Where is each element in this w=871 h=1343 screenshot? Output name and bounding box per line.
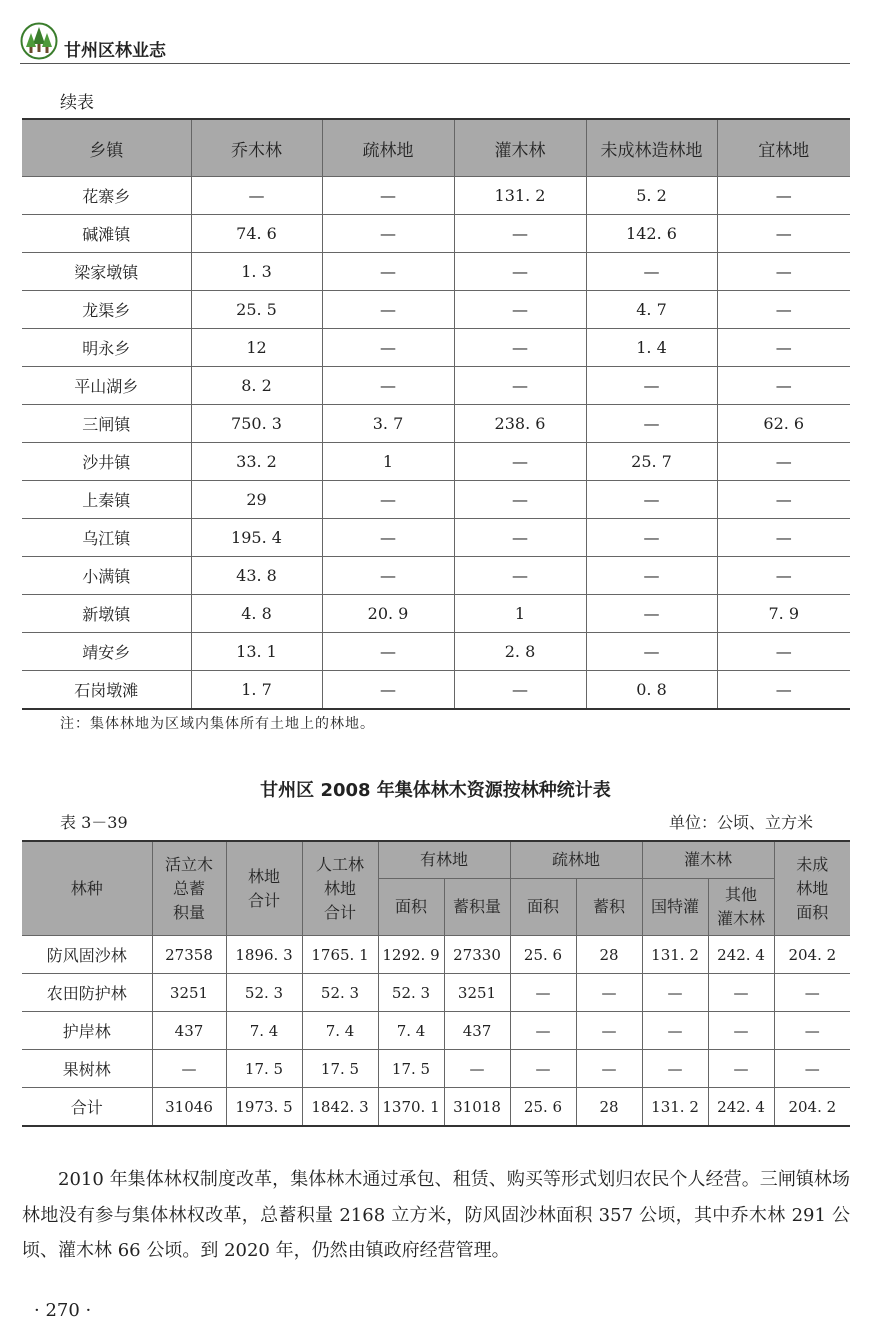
table-row xyxy=(22,595,850,633)
table-cell: — xyxy=(510,1012,576,1050)
table-row xyxy=(22,215,850,253)
table-cell: — xyxy=(444,1050,510,1088)
table-cell: — xyxy=(322,253,454,291)
column-header-artificial: 人工林 林地 合计 xyxy=(302,841,378,936)
table-cell: — xyxy=(774,1012,850,1050)
table-cell: — xyxy=(322,481,454,519)
table-cell: — xyxy=(454,329,586,367)
table-cell: — xyxy=(708,1012,774,1050)
table-cell: — xyxy=(717,177,850,215)
table-cell: — xyxy=(708,1050,774,1088)
table-cell: — xyxy=(642,1012,708,1050)
table-cell: 1. 3 xyxy=(191,253,322,291)
table-cell: 25. 6 xyxy=(510,936,576,974)
row-label-cell: 合计 xyxy=(22,1088,152,1127)
column-group-forested: 有林地 xyxy=(378,841,510,879)
table-cell: — xyxy=(322,633,454,671)
table-cell: — xyxy=(322,519,454,557)
table-cell: — xyxy=(152,1050,226,1088)
table-header-row xyxy=(22,119,850,177)
table-cell: — xyxy=(454,519,586,557)
table-cell: — xyxy=(586,595,717,633)
body-paragraph: 2010 年集体林权制度改革，集体林木通过承包、租赁、购买等形式划归农民个人经营。三闸镇林场林地没有参与集体林权改革，总蓄积量 2168 立方米，防风固沙林面积 357 公顷，其中乔木林 291 公顷、灌木林 66 公顷。到 2020 年，仍然由镇政府经营管理。 xyxy=(22,1169,850,1261)
row-label-cell: 明永乡 xyxy=(22,329,191,367)
row-label-cell: 龙渠乡 xyxy=(22,291,191,329)
table-cell: — xyxy=(454,557,586,595)
table-cell: — xyxy=(576,974,642,1012)
row-label-cell: 花寨乡 xyxy=(22,177,191,215)
table-cell: — xyxy=(322,557,454,595)
column-header: 宜林地 xyxy=(717,119,850,177)
table-row xyxy=(22,671,850,710)
table-cell: — xyxy=(717,671,850,710)
table-cell: 28 xyxy=(576,1088,642,1127)
table-cell: — xyxy=(586,405,717,443)
table-row xyxy=(22,519,850,557)
table-cell: — xyxy=(717,519,850,557)
column-header: 疏林地 xyxy=(322,119,454,177)
table-cell: 1. 7 xyxy=(191,671,322,710)
table-cell: 1370. 1 xyxy=(378,1088,444,1127)
table-row xyxy=(22,177,850,215)
table-row xyxy=(22,1050,850,1088)
table-row xyxy=(22,405,850,443)
table-cell: 238. 6 xyxy=(454,405,586,443)
table-cell: — xyxy=(322,177,454,215)
table-cell: 242. 4 xyxy=(708,1088,774,1127)
column-header-unformed: 未成 林地 面积 xyxy=(774,841,850,936)
table-cell: — xyxy=(717,557,850,595)
row-label-cell: 新墩镇 xyxy=(22,595,191,633)
table-cell: 29 xyxy=(191,481,322,519)
table-cell: — xyxy=(454,671,586,710)
table-cell: 195. 4 xyxy=(191,519,322,557)
table-cell: — xyxy=(322,329,454,367)
table-row xyxy=(22,974,850,1012)
table-cell: 7. 9 xyxy=(717,595,850,633)
table-cell: 4. 7 xyxy=(586,291,717,329)
row-label-cell: 果树林 xyxy=(22,1050,152,1088)
table-cell: — xyxy=(576,1012,642,1050)
table-cell: 31046 xyxy=(152,1088,226,1127)
table-cell: — xyxy=(774,1050,850,1088)
table-cell: — xyxy=(454,291,586,329)
table-cell: — xyxy=(717,443,850,481)
table-cell: 31018 xyxy=(444,1088,510,1127)
column-group-shrub: 灌木林 xyxy=(642,841,774,879)
table-cell: — xyxy=(586,367,717,405)
table-row xyxy=(22,253,850,291)
table-cell: 1973. 5 xyxy=(226,1088,302,1127)
table-title: 甘州区 2008 年集体林木资源按林种统计表 xyxy=(260,780,611,801)
table-row xyxy=(22,291,850,329)
table-cell: 7. 4 xyxy=(378,1012,444,1050)
table-cell: 17. 5 xyxy=(378,1050,444,1088)
table-cell: 131. 2 xyxy=(642,1088,708,1127)
table-cell: — xyxy=(510,974,576,1012)
table-cell: — xyxy=(717,329,850,367)
table-cell: 52. 3 xyxy=(378,974,444,1012)
table-cell: 1896. 3 xyxy=(226,936,302,974)
table-cell: — xyxy=(717,633,850,671)
table-cell: 7. 4 xyxy=(302,1012,378,1050)
column-header: 未成林造林地 xyxy=(586,119,717,177)
column-header-land-total: 林地 合计 xyxy=(226,841,302,936)
table-cell: 1. 4 xyxy=(586,329,717,367)
table-cell: — xyxy=(322,215,454,253)
table-row xyxy=(22,481,850,519)
table-cell: — xyxy=(510,1050,576,1088)
row-label-cell: 石岗墩滩 xyxy=(22,671,191,710)
table-number: 表 3－39 xyxy=(60,813,128,832)
table-cell: 1 xyxy=(454,595,586,633)
table-cell: — xyxy=(322,671,454,710)
table-cell: 242. 4 xyxy=(708,936,774,974)
row-label-cell: 护岸林 xyxy=(22,1012,152,1050)
table-cell: — xyxy=(454,481,586,519)
table-cell: 33. 2 xyxy=(191,443,322,481)
table-cell: — xyxy=(454,367,586,405)
table-cell: — xyxy=(586,519,717,557)
table-row xyxy=(22,367,850,405)
table-header-row xyxy=(22,841,850,879)
table-cell: 5. 2 xyxy=(586,177,717,215)
table-cell: — xyxy=(586,633,717,671)
column-header-other-shrub: 其他 灌木林 xyxy=(708,879,774,936)
table-row xyxy=(22,633,850,671)
table-cell: 142. 6 xyxy=(586,215,717,253)
table-cell: 1842. 3 xyxy=(302,1088,378,1127)
table-cell: 52. 3 xyxy=(226,974,302,1012)
row-label-cell: 防风固沙林 xyxy=(22,936,152,974)
header-rule xyxy=(20,63,850,64)
row-label-cell: 碱滩镇 xyxy=(22,215,191,253)
row-label-cell: 农田防护林 xyxy=(22,974,152,1012)
column-group-sparse: 疏林地 xyxy=(510,841,642,879)
table-cell: 25. 6 xyxy=(510,1088,576,1127)
table-cell: 27358 xyxy=(152,936,226,974)
column-header-special-shrub: 国特灌 xyxy=(642,879,708,936)
row-label-cell: 平山湖乡 xyxy=(22,367,191,405)
table-cell: 52. 3 xyxy=(302,974,378,1012)
table-row xyxy=(22,557,850,595)
table-cell: 25. 5 xyxy=(191,291,322,329)
table-cell: 3251 xyxy=(444,974,510,1012)
table-cell: — xyxy=(454,253,586,291)
table-cell: 131. 2 xyxy=(454,177,586,215)
table-cell: 4. 8 xyxy=(191,595,322,633)
table-cell: 131. 2 xyxy=(642,936,708,974)
table-cell: 1292. 9 xyxy=(378,936,444,974)
table-cell: 12 xyxy=(191,329,322,367)
table-cell: 27330 xyxy=(444,936,510,974)
table-cell: 437 xyxy=(152,1012,226,1050)
table-unit: 单位：公顷、立方米 xyxy=(668,813,813,832)
table-cell: — xyxy=(642,1050,708,1088)
table-cell: — xyxy=(586,557,717,595)
table-cell: 204. 2 xyxy=(774,1088,850,1127)
table-cell: 204. 2 xyxy=(774,936,850,974)
row-label-cell: 小满镇 xyxy=(22,557,191,595)
forest-type-table xyxy=(22,840,850,1127)
forest-trees-logo-icon xyxy=(20,22,58,60)
table-cell: — xyxy=(708,974,774,1012)
table-cell: 74. 6 xyxy=(191,215,322,253)
row-label-cell: 梁家墩镇 xyxy=(22,253,191,291)
table-row xyxy=(22,1012,850,1050)
column-header: 灌木林 xyxy=(454,119,586,177)
table-cell: 17. 5 xyxy=(302,1050,378,1088)
table-cell: — xyxy=(717,253,850,291)
table-cell: — xyxy=(717,367,850,405)
table-note: 注：集体林地为区域内集体所有土地上的林地。 xyxy=(60,716,375,732)
table-cell: — xyxy=(322,367,454,405)
table-cell: — xyxy=(642,974,708,1012)
table-cell: — xyxy=(586,253,717,291)
table-cell: 7. 4 xyxy=(226,1012,302,1050)
table-cell: 750. 3 xyxy=(191,405,322,443)
column-header-volume: 蓄积量 xyxy=(444,879,510,936)
table-cell: 28 xyxy=(576,936,642,974)
table-cell: 3251 xyxy=(152,974,226,1012)
row-label-cell: 靖安乡 xyxy=(22,633,191,671)
table-cell: — xyxy=(717,481,850,519)
table-cell: — xyxy=(586,481,717,519)
table-cell: 13. 1 xyxy=(191,633,322,671)
table-cell: 17. 5 xyxy=(226,1050,302,1088)
row-label-cell: 上秦镇 xyxy=(22,481,191,519)
table-cell: 1 xyxy=(322,443,454,481)
table-cell: — xyxy=(322,291,454,329)
table-cell: 62. 6 xyxy=(717,405,850,443)
row-label-cell: 沙井镇 xyxy=(22,443,191,481)
column-header-standing-stock: 活立木 总蓄 积量 xyxy=(152,841,226,936)
table-cell: — xyxy=(454,443,586,481)
book-title: 甘州区林业志 xyxy=(64,41,166,61)
table-cell: 0. 8 xyxy=(586,671,717,710)
table-cell: — xyxy=(576,1050,642,1088)
table-cell: — xyxy=(717,215,850,253)
table-row xyxy=(22,329,850,367)
table-cell: — xyxy=(454,215,586,253)
table-cell: 20. 9 xyxy=(322,595,454,633)
table-cell: — xyxy=(191,177,322,215)
table-cell: — xyxy=(717,291,850,329)
table-cell: 437 xyxy=(444,1012,510,1050)
continued-label: 续表 xyxy=(60,93,94,113)
row-label-cell: 乌江镇 xyxy=(22,519,191,557)
column-header: 乡镇 xyxy=(22,119,191,177)
table-row xyxy=(22,1088,850,1127)
column-header-forest-type: 林种 xyxy=(22,841,152,936)
column-header: 乔木林 xyxy=(191,119,322,177)
table-row xyxy=(22,936,850,974)
column-header-sparse-area: 面积 xyxy=(510,879,576,936)
table-cell: — xyxy=(774,974,850,1012)
table-cell: 3. 7 xyxy=(322,405,454,443)
column-header-sparse-volume: 蓄积 xyxy=(576,879,642,936)
page-header xyxy=(20,22,850,62)
township-forest-table xyxy=(22,118,850,710)
table-cell: 8. 2 xyxy=(191,367,322,405)
column-header-area: 面积 xyxy=(378,879,444,936)
table-cell: 1765. 1 xyxy=(302,936,378,974)
table-row xyxy=(22,443,850,481)
row-label-cell: 三闸镇 xyxy=(22,405,191,443)
table-cell: 25. 7 xyxy=(586,443,717,481)
page-number: · 270 · xyxy=(34,1300,92,1321)
table-body xyxy=(22,177,850,710)
table-body xyxy=(22,936,850,1127)
table-cell: 43. 8 xyxy=(191,557,322,595)
table-cell: 2. 8 xyxy=(454,633,586,671)
